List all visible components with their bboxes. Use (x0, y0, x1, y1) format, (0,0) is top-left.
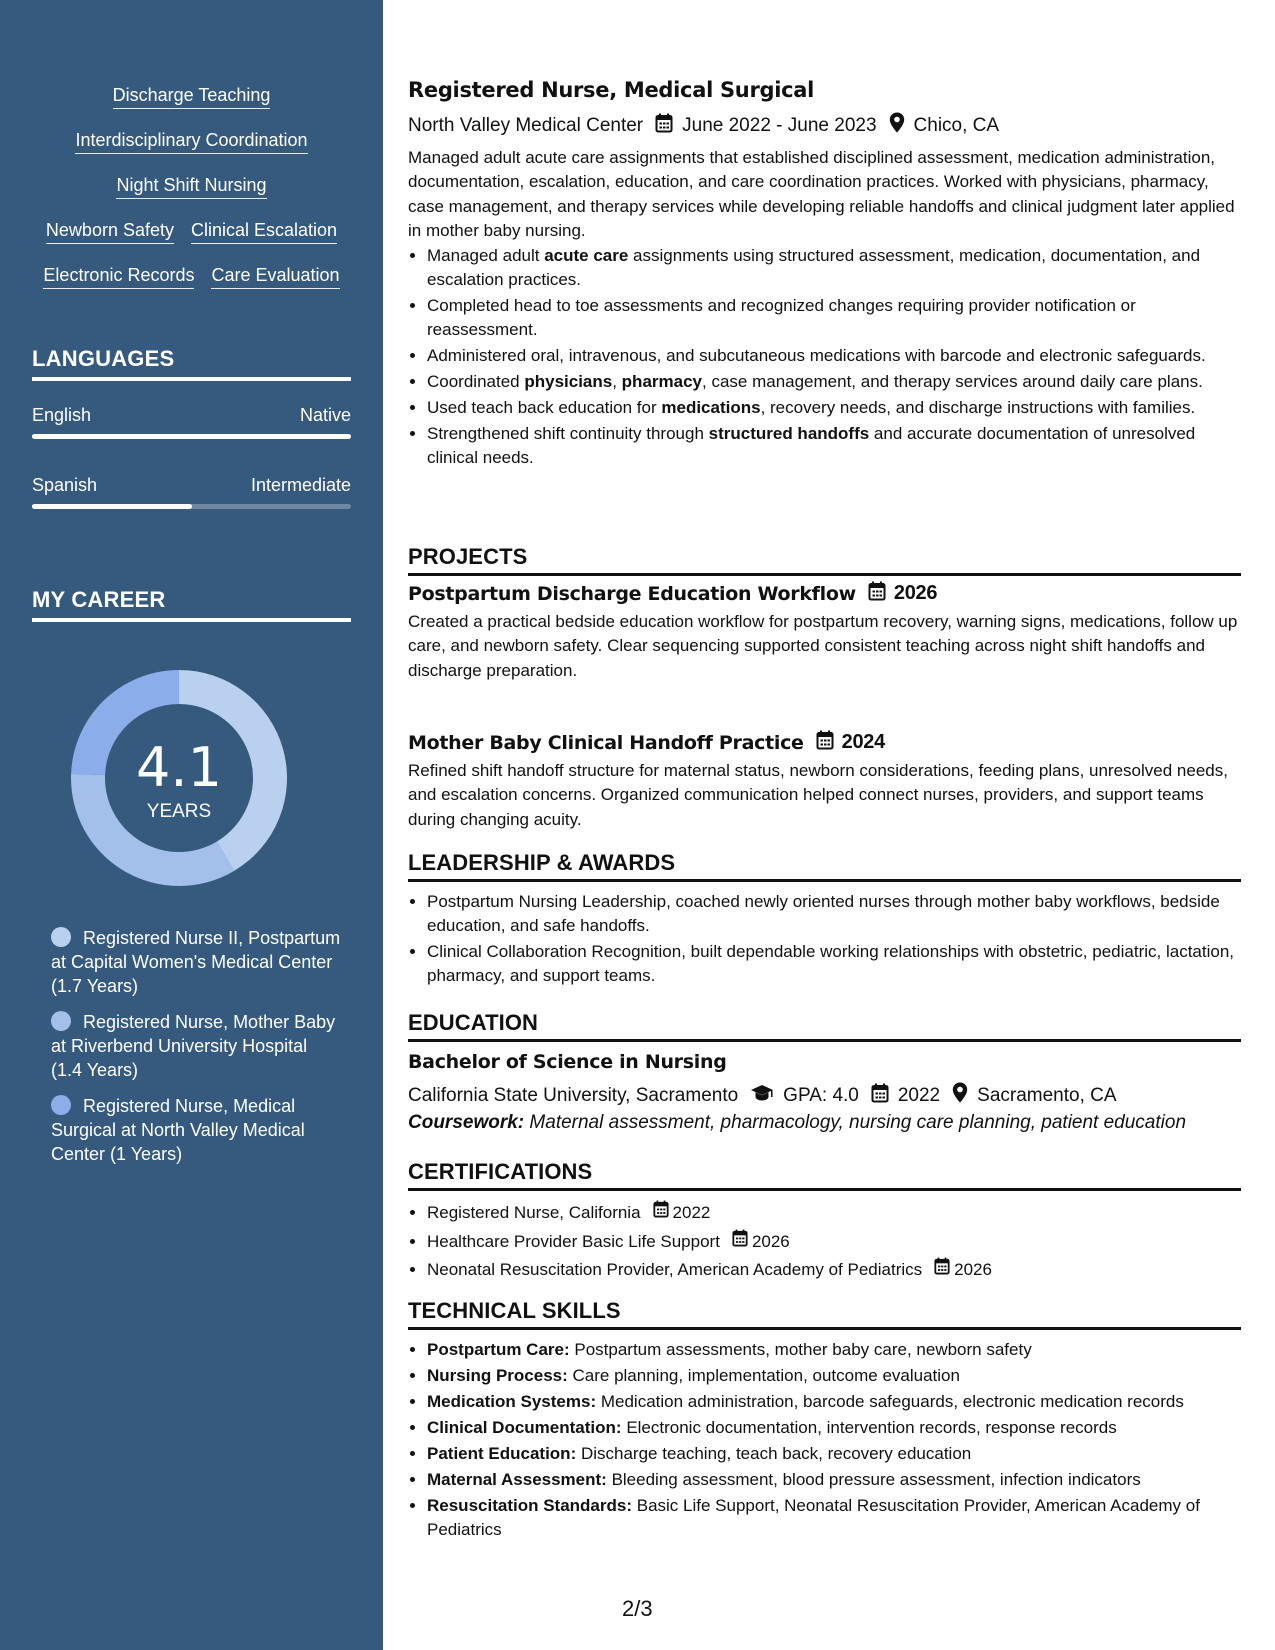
career-item (51, 1010, 341, 1082)
certification-year: 2026 (954, 1260, 992, 1279)
certification-name: • Registered Nurse, California (427, 1203, 641, 1222)
project-title: Mother Baby Clinical Handoff Practice (408, 731, 804, 754)
coursework-text: Maternal assessment, pharmacology, nursing care planning, patient education (529, 1112, 1187, 1133)
calendar-icon (816, 730, 834, 755)
certification-item (427, 1228, 1241, 1255)
bullet-text: assignments using structured assessment, medication, documentation, and escalation practices. (427, 246, 1201, 290)
skill-details: Medication administration, barcode safeguards, electronic medication records (600, 1392, 1184, 1411)
leadership-item: • Clinical Collaboration Recognition, built dependable working relationships with obstetric, pediatric, lactation, pharmacy, and support teams. (427, 940, 1241, 989)
bullet-text: and accurate documentation of unresolved clinical needs. (427, 423, 1196, 467)
technical-skill-item (427, 1364, 1241, 1388)
skill-tag: Clinical Escalation (191, 219, 337, 244)
skill-tag: Discharge Teaching (113, 84, 271, 109)
certifications-heading: CERTIFICATIONS (408, 1159, 1241, 1191)
leadership-heading: LEADERSHIP & AWARDS (408, 850, 1241, 882)
skill-category: Postpartum Care: (427, 1340, 570, 1359)
certification-year: 2022 (672, 1203, 711, 1222)
calendar-icon (871, 1083, 889, 1110)
career-item (51, 1094, 341, 1166)
certification-name: • Neonatal Resuscitation Provider, American Academy of Pediatrics (427, 1260, 923, 1279)
certifications-list (408, 1199, 1241, 1285)
language-spanish (32, 474, 351, 509)
education-degree: Bachelor of Science in Nursing (408, 1051, 727, 1073)
education-heading: EDUCATION (408, 1010, 1241, 1042)
page-number: 2/3 (622, 1596, 653, 1621)
project-year: 2024 (841, 731, 885, 753)
education-year: 2022 (897, 1085, 941, 1106)
project-item (408, 581, 1241, 683)
skill-details: Care planning, implementation, outcome evaluation (572, 1366, 960, 1385)
bullet-emphasis: medications (661, 397, 761, 417)
location-pin-icon (952, 1082, 968, 1110)
job-bullet (427, 370, 1241, 394)
project-item (408, 730, 1241, 832)
certification-year: 2026 (751, 1231, 790, 1251)
language-bar (32, 504, 351, 509)
job-meta (408, 112, 1241, 140)
bullet-text: Administered oral, intravenous, and subcutaneous medications with barcode and electronic safeguards. (427, 346, 1206, 366)
skill-tag: Electronic Records (43, 264, 194, 289)
bullet-emphasis: structured handoffs (708, 423, 870, 443)
technical-skill-item (427, 1390, 1241, 1414)
education-gpa: GPA: 4.0 (783, 1085, 859, 1106)
job-title: Registered Nurse, Medical Surgical (408, 78, 815, 102)
graduation-cap-icon (750, 1084, 774, 1109)
project-title: Postpartum Discharge Education Workflow (408, 582, 856, 605)
coursework-label: Coursework: (408, 1112, 525, 1133)
skill-category: Resuscitation Standards: (427, 1496, 632, 1515)
skill-details: Bleeding assessment, blood pressure assessment, infection indicators (611, 1470, 1141, 1489)
calendar-icon (655, 113, 673, 140)
skill-category: Clinical Documentation: (427, 1418, 622, 1437)
language-name: Spanish (32, 475, 98, 495)
project-title-row (408, 730, 1241, 755)
bullet-text: Completed head to toe assessments and recognized changes requiring provider notification or reassessment. (427, 296, 1136, 340)
job-bullets (408, 244, 1241, 472)
job-dates: June 2022 - June 2023 (682, 115, 877, 136)
education-school: California State University, Sacramento (408, 1085, 739, 1106)
skill-row (28, 84, 355, 129)
education-meta (408, 1082, 1241, 1110)
bullet-text: Coordinated (427, 371, 525, 391)
language-bar-fill (32, 434, 351, 439)
legend-dot (51, 927, 71, 947)
skill-details: Discharge teaching, teach back, recovery education (580, 1444, 972, 1463)
technical-skill-item (427, 1494, 1241, 1542)
bullet-text: , (612, 371, 622, 391)
skill-details: Postpartum assessments, mother baby care, newborn safety (574, 1340, 1032, 1359)
job-bullet (427, 294, 1241, 343)
skill-category: Patient Education: (427, 1444, 577, 1463)
career-total-unit: YEARS (146, 801, 212, 822)
job-bullet (427, 344, 1241, 368)
language-bar (32, 434, 351, 439)
skill-row (28, 219, 355, 264)
technical-skill-item (427, 1442, 1241, 1466)
skill-category: Nursing Process: (427, 1366, 568, 1385)
legend-dot (51, 1011, 71, 1031)
project-year: 2026 (893, 582, 938, 604)
job-bullet (427, 244, 1241, 293)
technical-skill-item (427, 1468, 1241, 1492)
bullet-text: Managed adult (427, 246, 545, 265)
language-bar-fill (32, 504, 192, 509)
calendar-icon (868, 581, 886, 606)
calendar-icon (653, 1199, 669, 1226)
leadership-list (408, 890, 1241, 990)
skill-tag: Care Evaluation (211, 264, 339, 289)
bullet-text: Used teach back education for (427, 397, 662, 417)
leadership-item: • Postpartum Nursing Leadership, coached newly oriented nurses through mother baby workflows, bedside education, and safe handoffs. (427, 890, 1241, 939)
job-bullet (427, 422, 1241, 471)
bullet-emphasis: physicians (524, 371, 613, 391)
career-donut-chart (66, 665, 292, 891)
bullet-emphasis: pharmacy (621, 371, 702, 391)
job-summary: Managed adult acute care assignments that established disciplined assessment, medication administration, documentation, escalation, education, and care coordination practices. Worked with physicians, pharmacy, case management, and therapy services while developing reliable handoffs and clinical judgment later applied in mother baby nursing. (408, 148, 1235, 240)
career-item-text: Registered Nurse II, Postpartum at Capital Women's Medical Center (1.7 Years) (51, 928, 341, 996)
project-title-row (408, 581, 1241, 606)
calendar-icon (934, 1256, 950, 1283)
technical-skills-heading: TECHNICAL SKILLS (408, 1298, 1241, 1330)
language-level: Intermediate (250, 475, 351, 495)
legend-dot (51, 1095, 71, 1115)
skill-row (28, 264, 355, 309)
skill-tag: Newborn Safety (46, 219, 174, 244)
calendar-icon (732, 1228, 748, 1255)
bullet-text: , case management, and therapy services around daily care plans. (702, 371, 1203, 391)
job-location: Chico, CA (913, 115, 1000, 136)
language-name: English (32, 405, 92, 425)
education-coursework (408, 1112, 1241, 1134)
skills-tag-cloud (28, 84, 355, 309)
technical-skill-item (427, 1416, 1241, 1440)
certification-item (427, 1199, 1241, 1226)
location-pin-icon (889, 112, 905, 140)
bullet-text: Strengthened shift continuity through (427, 423, 709, 443)
project-description: Created a practical bedside education workflow for postpartum recovery, warning signs, medications, follow up care, and newborn safety. Clear sequencing supported consistent teaching across night shift handoffs and discharge preparation. (408, 612, 1238, 680)
sidebar (0, 0, 383, 1650)
job-bullet (427, 396, 1241, 420)
skill-details: Electronic documentation, intervention records, response records (626, 1418, 1117, 1437)
project-description: Refined shift handoff structure for maternal status, newborn considerations, feeding plans, unresolved needs, and escalation concerns. Organized communication helped connect nurses, providers, and support teams during changing acuity. (408, 761, 1228, 829)
education-location: Sacramento, CA (977, 1085, 1117, 1106)
skill-row (28, 174, 355, 219)
career-list (51, 926, 341, 1178)
languages-heading: LANGUAGES (32, 346, 351, 381)
language-english (32, 404, 351, 439)
skill-tag: Night Shift Nursing (116, 174, 266, 199)
skill-details: Basic Life Support, Neonatal Resuscitation Provider, American Academy of Pediatrics (427, 1496, 1200, 1539)
career-total-value: 4.1 (136, 736, 222, 799)
job-employer: North Valley Medical Center (408, 115, 644, 136)
technical-skill-item (427, 1338, 1241, 1362)
skill-category: Maternal Assessment: (427, 1470, 607, 1489)
bullet-text: , recovery needs, and discharge instructions with families. (760, 397, 1196, 417)
certification-name: • Healthcare Provider Basic Life Support (427, 1231, 720, 1251)
bullet-emphasis: acute care (544, 246, 629, 265)
technical-skills-list (408, 1338, 1241, 1544)
skill-tag: Interdisciplinary Coordination (75, 129, 307, 154)
career-heading: MY CAREER (32, 587, 351, 622)
projects-heading: PROJECTS (408, 544, 1241, 576)
skill-row (28, 129, 355, 174)
certification-item (427, 1256, 1241, 1283)
language-level: Native (299, 405, 351, 425)
skill-category: Medication Systems: (427, 1392, 597, 1411)
career-item (51, 926, 341, 998)
career-item-text: Registered Nurse, Mother Baby at Riverbend University Hospital (1.4 Years) (51, 1012, 336, 1080)
career-item-text: Registered Nurse, Medical Surgical at North Valley Medical Center (1 Years) (51, 1096, 305, 1164)
